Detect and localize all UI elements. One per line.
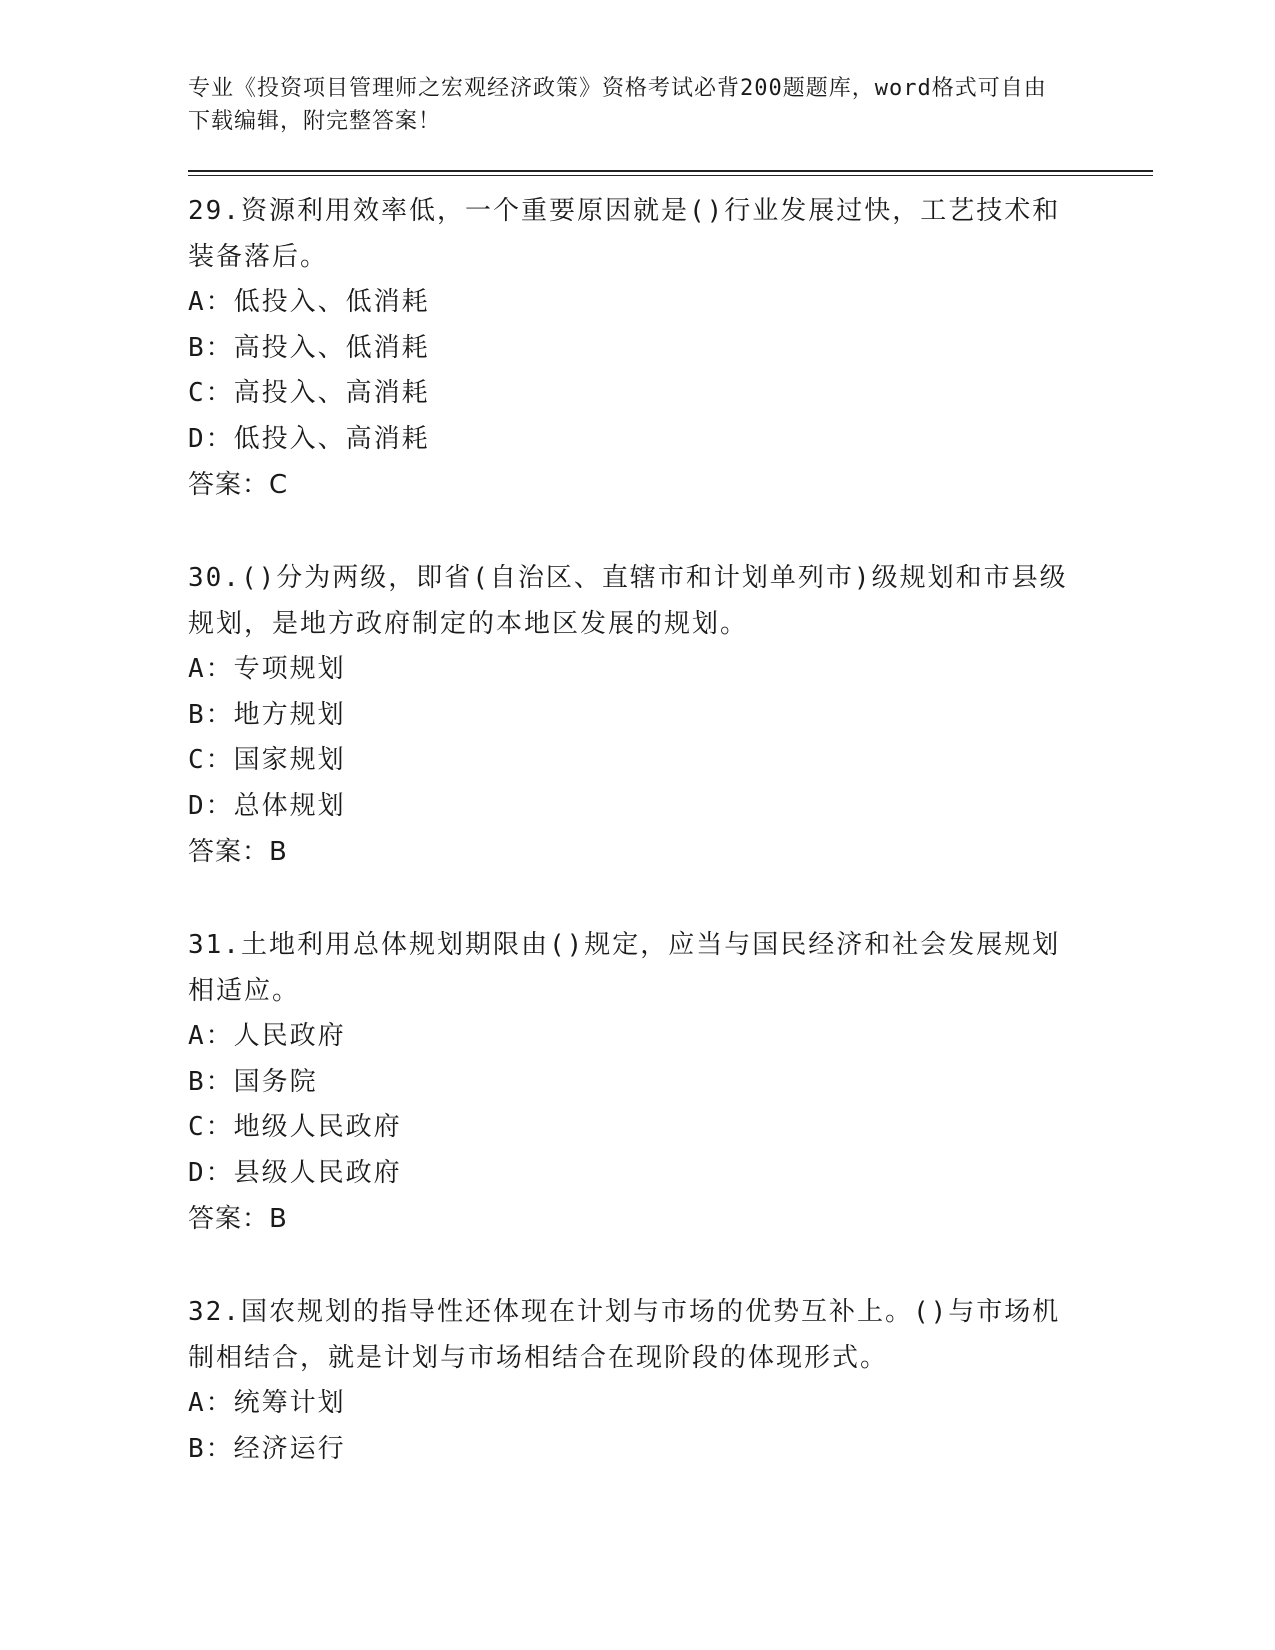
question-32 [188, 1289, 1068, 1472]
option-b: B：国务院 [188, 1066, 318, 1097]
question-30 [188, 555, 1068, 875]
header-title: 专业《投资项目管理师之宏观经济政策》资格考试必背200题题库，word格式可自由下载编辑，附完整答案！ [188, 76, 1047, 134]
question-list [188, 188, 1068, 1519]
option-c: C：高投入、高消耗 [188, 378, 430, 408]
option-a: A：专项规划 [188, 654, 346, 684]
option-d: D：总体规划 [188, 790, 346, 821]
document-header [188, 72, 1068, 138]
option-d: D：县级人民政府 [188, 1157, 402, 1188]
answer-line: 答案：C [188, 470, 289, 500]
answer-line: 答案：B [188, 837, 288, 867]
option-b: B：经济运行 [188, 1433, 346, 1464]
option-a: A：统筹计划 [188, 1388, 346, 1418]
question-29 [188, 188, 1068, 508]
option-a: A：人民政府 [188, 1021, 346, 1051]
question-stem: 32.国农规划的指导性还体现在计划与市场的优势互补上。()与市场机制相结合，就是计划与市场相结合在现阶段的体现形式。 [188, 1297, 1061, 1373]
question-stem: 31.土地利用总体规划期限由()规定，应当与国民经济和社会发展规划相适应。 [188, 930, 1061, 1006]
option-d: D：低投入、高消耗 [188, 423, 430, 454]
question-stem: 30.()分为两级，即省(自治区、直辖市和计划单列市)级规划和市县级规划，是地方政府制定的本地区发展的规划。 [188, 563, 1068, 639]
question-31 [188, 922, 1068, 1242]
answer-line: 答案：B [188, 1204, 288, 1234]
option-a: A：低投入、低消耗 [188, 287, 430, 317]
option-b: B：高投入、低消耗 [188, 332, 430, 363]
header-divider-top [188, 170, 1153, 172]
option-c: C：地级人民政府 [188, 1112, 402, 1142]
question-stem: 29.资源利用效率低，一个重要原因就是()行业发展过快，工艺技术和装备落后。 [188, 196, 1061, 272]
option-b: B：地方规划 [188, 699, 346, 730]
option-c: C：国家规划 [188, 745, 346, 775]
header-divider-bottom [188, 175, 1153, 176]
